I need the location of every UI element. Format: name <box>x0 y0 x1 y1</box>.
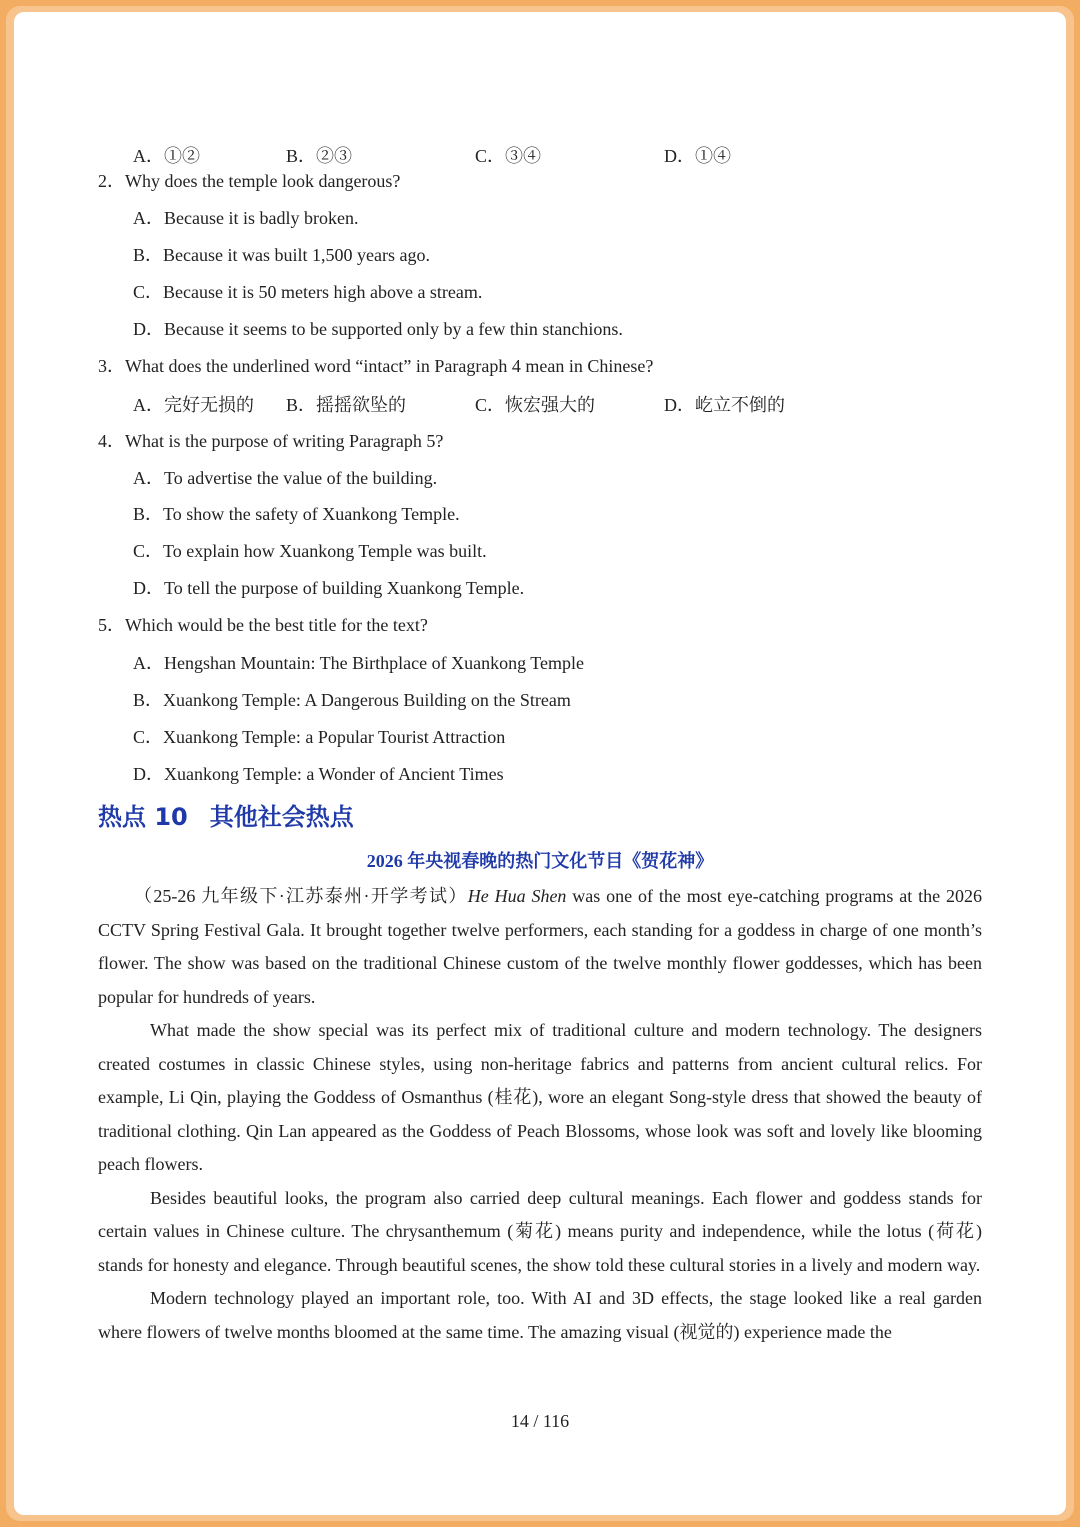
passage-paragraph-1 <box>98 880 982 1014</box>
passage-paragraph-3: Besides beautiful looks, the program also carried deep cultural meanings. Each flower and goddess stands for certain values in Chinese culture. The chrysanthemum (菊花) means purity and independence, while the lotus (荷花) stands for honesty and elegance. Through beautiful scenes, the show told these cultural stories in a lively and modern way. <box>98 1187 982 1275</box>
q4-option-d: D．To tell the purpose of building Xuankong Temple. <box>133 578 525 598</box>
passage <box>98 880 982 1349</box>
q1-option-b: B．②③ <box>286 146 353 166</box>
q4-option-b: B．To show the safety of Xuankong Temple. <box>133 504 460 524</box>
q2-option-c: C．Because it is 50 meters high above a stream. <box>133 282 483 302</box>
q2-option-a: A．Because it is badly broken. <box>133 208 359 228</box>
q4-stem: 4．What is the purpose of writing Paragraph 5? <box>98 431 444 451</box>
q2-option-d: D．Because it seems to be supported only by a few thin stanchions. <box>133 319 623 339</box>
q1-option-a: A．①② <box>133 146 200 166</box>
q3-option-c: C．恢宏强大的 <box>475 395 596 415</box>
passage-paragraph-4: Modern technology played an important role, too. With AI and 3D effects, the stage looked like a real garden where flowers of twelve months bloomed at the same time. The amazing visual (视觉的) experience made the <box>98 1288 982 1342</box>
section-heading-text: 其他社会热点 <box>209 803 354 831</box>
q2-stem: 2．Why does the temple look dangerous? <box>98 171 401 191</box>
q3-stem: 3．What does the underlined word “intact” in Paragraph 4 mean in Chinese? <box>98 356 654 376</box>
passage-paragraph-2: What made the show special was its perfect mix of traditional culture and modern technology. The designers created costumes in classic Chinese styles, using non-heritage fabrics and patterns from ancient cultural relics. For example, Li Qin, playing the Goddess of Osmanthus (桂花), wore an elegant Song-style dress that showed the beauty of traditional clothing. Qin Lan appeared as the Goddess of Peach Blossoms, whose look was soft and lovely like blooming peach flowers. <box>98 1020 982 1174</box>
passage-paragraph-1-text: was one of the most eye-catching programs at the 2026 CCTV Spring Festival Gala. It brought together twelve performers, each standing for a goddess in charge of one month’s flower. The show was based on the traditional Chinese custom of the twelve monthly flower goddesses, which has been popular for hundreds of years. <box>98 886 982 1007</box>
q5-stem: 5．Which would be the best title for the text? <box>98 615 428 635</box>
passage-subtitle: 2026 年央视春晚的热门文化节目《贺花神》 <box>366 851 714 871</box>
page-number: 14 / 116 <box>510 1411 570 1431</box>
section-heading-number: 热点 10 <box>98 803 188 831</box>
q1-option-c: C．③④ <box>475 146 542 166</box>
q1-options <box>14 142 1066 166</box>
passage-source: （25-26 九年级下·江苏泰州·开学考试） <box>134 886 468 906</box>
q5-option-c: C．Xuankong Temple: a Popular Tourist Attraction <box>133 727 506 747</box>
q3-option-d: D．屹立不倒的 <box>664 395 785 415</box>
program-name: He Hua Shen <box>467 886 567 906</box>
q3-option-a: A．完好无损的 <box>133 395 254 415</box>
q5-option-a: A．Hengshan Mountain: The Birthplace of Xuankong Temple <box>133 653 584 673</box>
q5-option-b: B．Xuankong Temple: A Dangerous Building on the Stream <box>133 690 571 710</box>
q5-option-d: D．Xuankong Temple: a Wonder of Ancient Times <box>133 764 504 784</box>
q3-option-b: B．摇摇欲坠的 <box>286 395 407 415</box>
q1-option-d: D．①④ <box>664 146 731 166</box>
q3-options <box>14 391 1066 415</box>
q4-option-a: A．To advertise the value of the building. <box>133 468 438 488</box>
section-heading <box>98 797 354 832</box>
q4-option-c: C．To explain how Xuankong Temple was built. <box>133 541 487 561</box>
q2-option-b: B．Because it was built 1,500 years ago. <box>133 245 430 265</box>
